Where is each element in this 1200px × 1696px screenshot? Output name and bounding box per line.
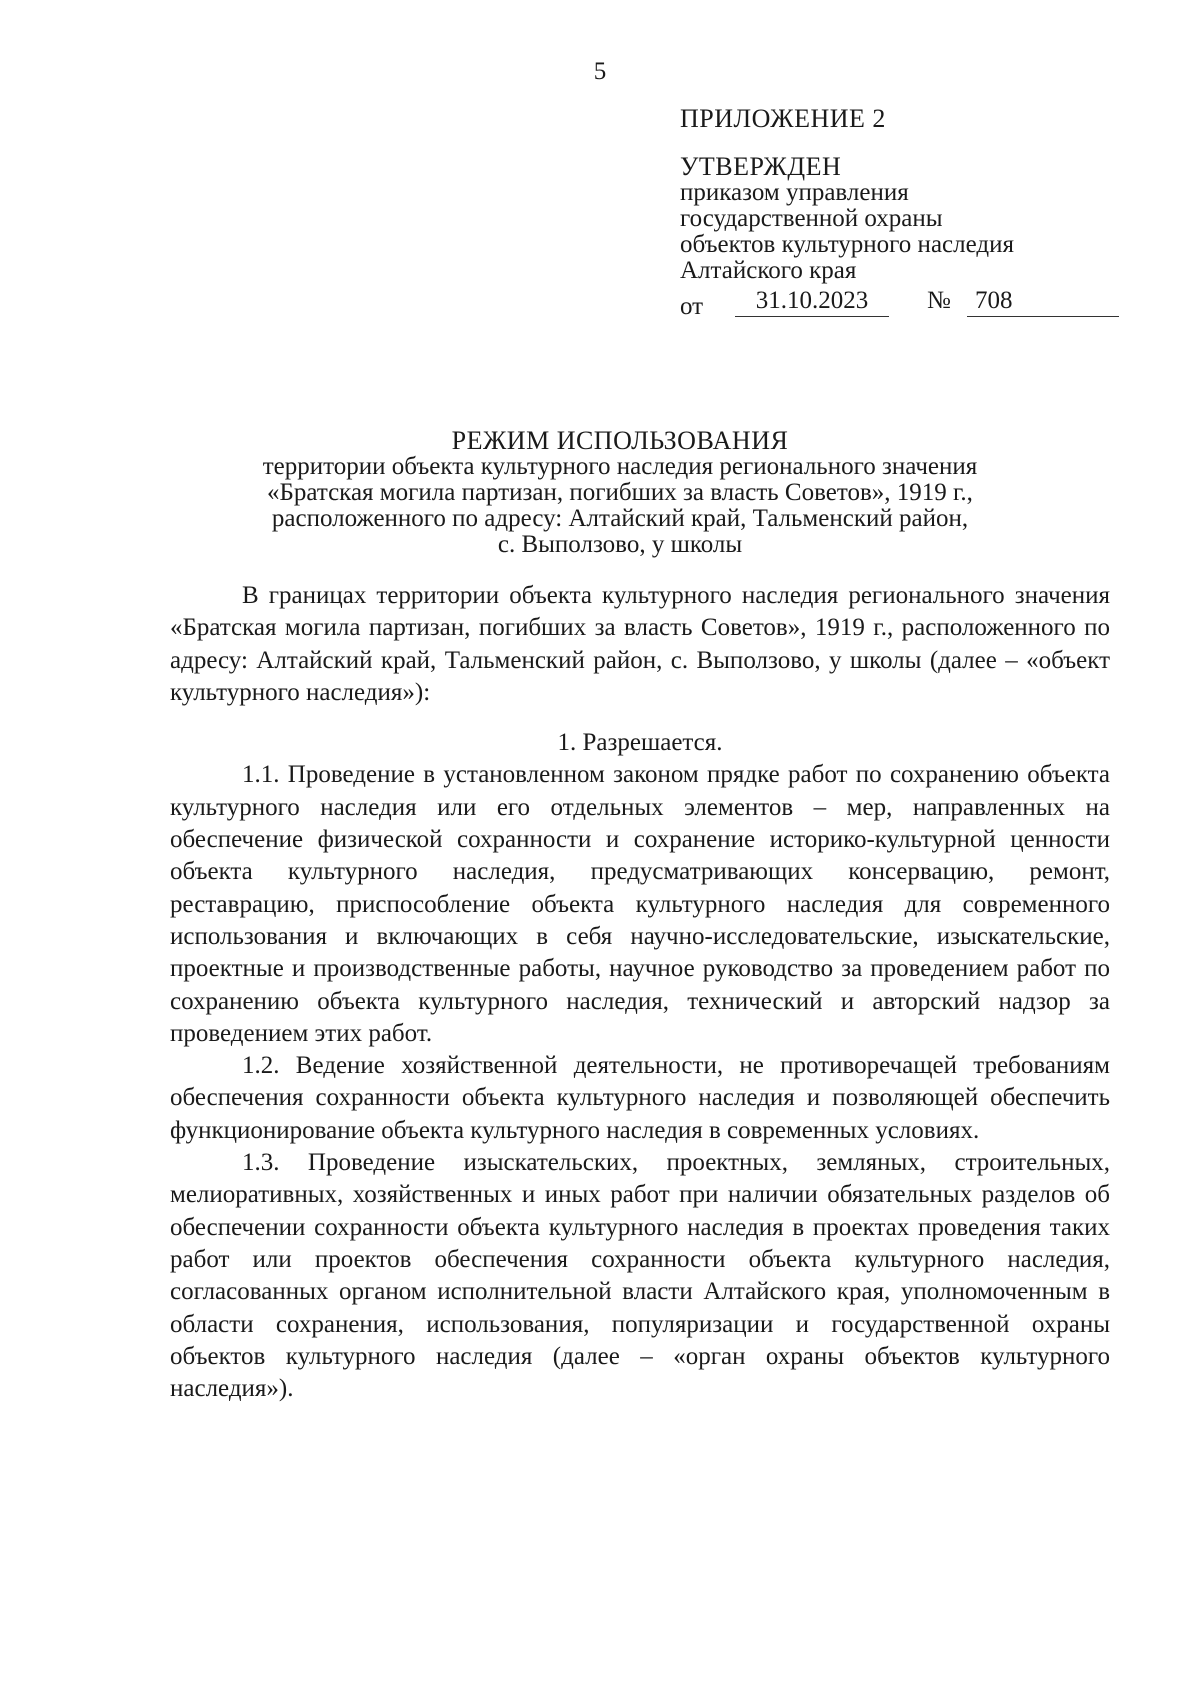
order-line xyxy=(680,288,1120,322)
approval-line: объектов культурного наследия xyxy=(680,231,1014,258)
from-label: от xyxy=(680,293,704,320)
clause-1-3: 1.3. Проведение изыскательских, проектных, земляных, строительных, мелиоративных, хозяйственных и иных работ при наличии обязательных разделов об обеспечении сохранности объекта культурного наследия в проектах проведения таких работ или проектов обеспечения сохранности объекта культурного наследия, согласованных органом исполнительной власти Алтайского края, уполномоченным в области сохранения, использования, популяризации и государственной охраны объектов культурного наследия (далее – «орган охраны объектов культурного наследия»). xyxy=(170,1149,1110,1403)
title-line: расположенного по адресу: Алтайский край, Тальменский район, xyxy=(271,505,969,532)
order-number: 708 xyxy=(967,288,1119,317)
intro-paragraph: В границах территории объекта культурного наследия регионального значения «Братская могила партизан, погибших за власть Советов», 1919 г., расположенного по адресу: Алтайский край, Тальменский район, с. Выползово, у школы (далее – «объект культурного наследия»): xyxy=(170,582,1110,706)
document-title-block xyxy=(160,428,1080,558)
approval-line: приказом управления xyxy=(680,179,909,206)
approval-line: государственной охраны xyxy=(680,205,943,232)
section-heading: 1. Разрешается. xyxy=(557,729,723,757)
document-body xyxy=(170,580,1110,1405)
document-title: РЕЖИМ ИСПОЛЬЗОВАНИЯ xyxy=(451,426,789,455)
number-sign: № xyxy=(927,287,951,314)
approval-line: Алтайского края xyxy=(680,257,857,284)
page-number: 5 xyxy=(593,58,607,85)
title-line: территории объекта культурного наследия регионального значения xyxy=(262,453,978,480)
order-date: 31.10.2023 xyxy=(735,288,889,317)
title-line: «Братская могила партизан, погибших за власть Советов», 1919 г., xyxy=(267,479,973,506)
title-line: с. Выползово, у школы xyxy=(497,531,743,558)
clause-1-1: 1.1. Проведение в установленном законом прядке работ по сохранению объекта культурного наследия или его отдельных элементов – мер, направленных на обеспечение физической сохранности и сохранение историко-культурной ценности объекта культурного наследия, предусматривающих консервацию, ремонт, реставрацию, приспособление объекта культурного наследия для современного использования и включающих в себя научно-исследовательские, изыскательские, проектные и производственные работы, научное руководство за проведением работ по сохранению объекта культурного наследия, технический и авторский надзор за проведением этих работ. xyxy=(170,761,1110,1047)
appendix-label: ПРИЛОЖЕНИЕ 2 xyxy=(680,104,886,133)
clause-1-2: 1.2. Ведение хозяйственной деятельности, не противоречащей требованиям обеспечения сохранности объекта культурного наследия и позволяющей обеспечить функционирование объекта культурного наследия в современных условиях. xyxy=(170,1052,1110,1144)
approved-label: УТВЕРЖДЕН xyxy=(680,152,842,181)
approval-block xyxy=(680,106,1120,322)
